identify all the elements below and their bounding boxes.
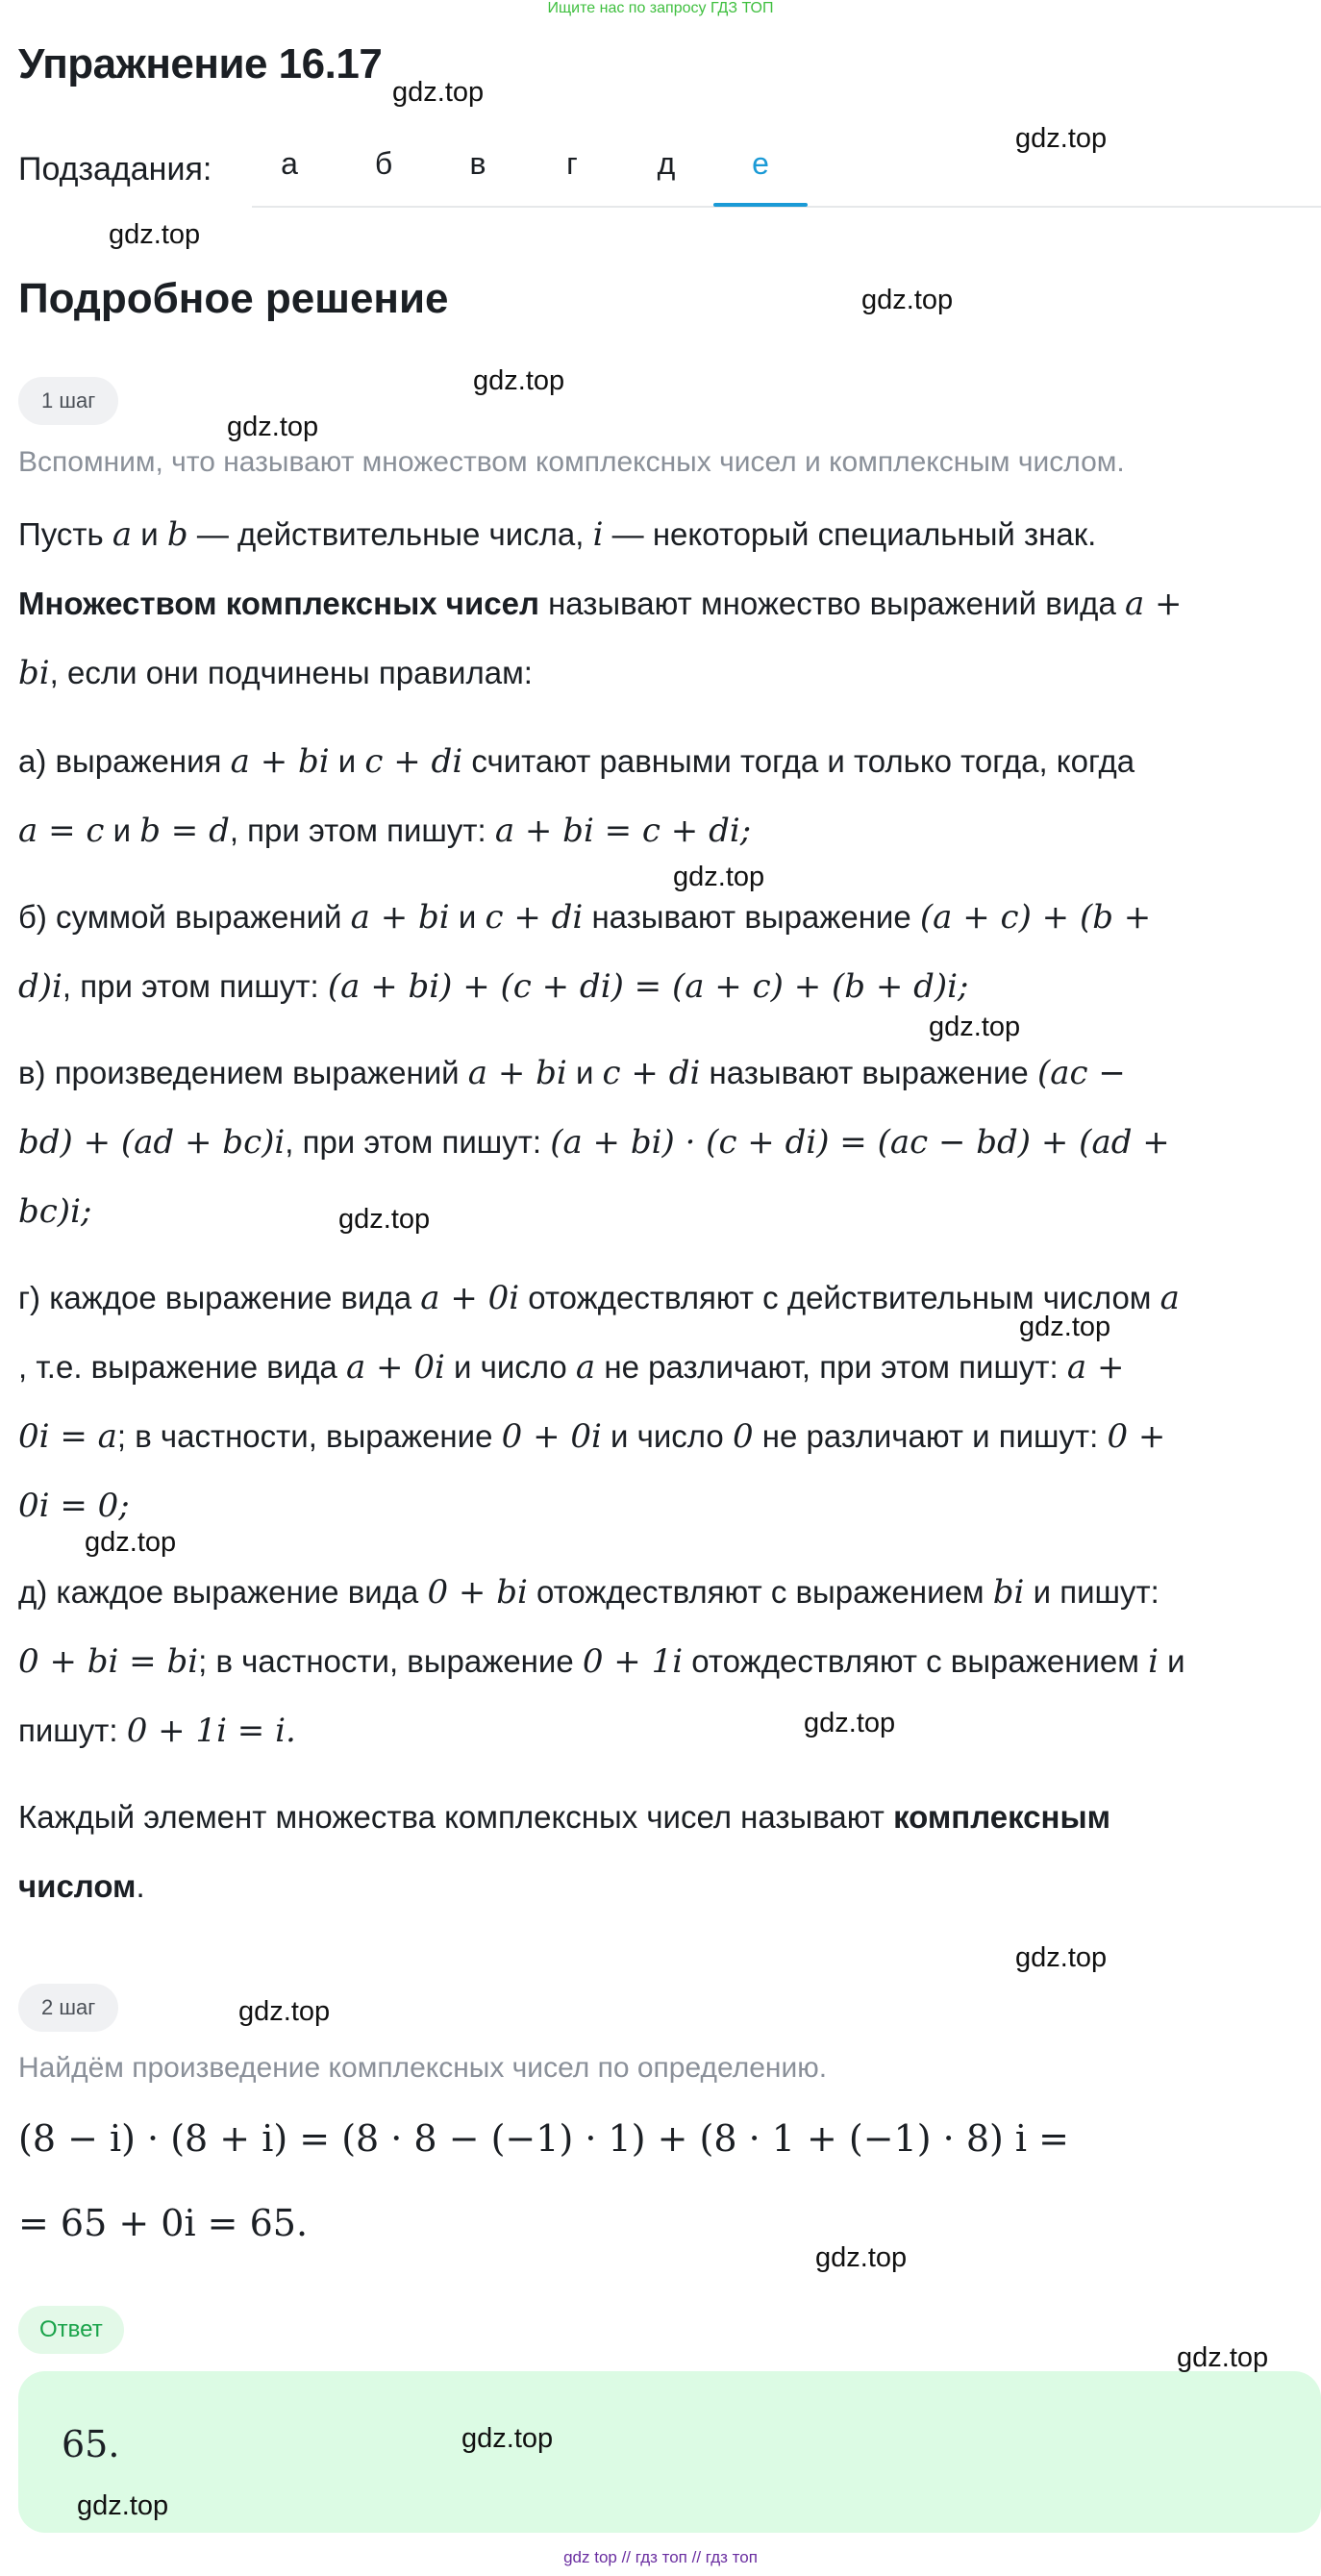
section-title: Подробное решение: [18, 275, 449, 322]
footer: gdz top // гдз топ // гдз топ: [563, 2548, 758, 2566]
watermark: gdz.top: [392, 77, 485, 108]
watermark: gdz.top: [804, 1708, 896, 1738]
rule-v-line-3: bc)i;: [18, 1192, 92, 1231]
subtasks-label: Подзадания:: [18, 151, 212, 188]
watermark: gdz.top: [1019, 1312, 1111, 1342]
tab-d[interactable]: д: [657, 146, 676, 181]
answer-badge: Ответ: [18, 2306, 124, 2354]
rule-g-line-4: 0i = 0;: [18, 1487, 130, 1525]
rule-d-line-3: пишут: 0 + 1i = i.: [18, 1712, 296, 1750]
rule-v-line-2: bd) + (ad + bc)i, при этом пишут: (a + bi) · (c + di) = (ac − bd) + (ad +: [18, 1123, 1170, 1162]
tab-v[interactable]: в: [469, 146, 486, 181]
rule-g-line-1: г) каждое выражение вида a + 0i отождествляют с действительным числом a: [18, 1279, 1180, 1317]
watermark: gdz.top: [227, 412, 319, 442]
watermark: gdz.top: [1177, 2342, 1269, 2373]
rule-d-line-2: 0 + bi = bi; в частности, выражение 0 + 1i отождествляют с выражением i и: [18, 1642, 1185, 1681]
answer-value: 65.: [62, 2423, 120, 2465]
watermark: gdz.top: [1015, 1942, 1108, 1973]
step-1-line-1: Пусть a и b — действительные числа, i — некоторый специальный знак.: [18, 515, 1097, 554]
final-line-2: числом.: [18, 1868, 145, 1904]
watermark: gdz.top: [109, 219, 201, 250]
watermark: gdz.top: [861, 285, 954, 315]
tab-a[interactable]: а: [281, 146, 298, 181]
watermark: gdz.top: [1015, 123, 1108, 154]
final-line-1: Каждый элемент множества комплексных чисел называют комплексным: [18, 1799, 1111, 1835]
rule-g-line-3: 0i = a; в частности, выражение 0 + 0i и число 0 не различают и пишут: 0 +: [18, 1417, 1166, 1456]
step-2-hint: Найдём произведение комплексных чисел по определению.: [18, 2052, 828, 2084]
page-title: Упражнение 16.17: [18, 40, 383, 88]
rule-b-line-1: б) суммой выражений a + bi и c + di называют выражение (a + c) + (b +: [18, 898, 1152, 937]
step-1-badge: 1 шаг: [18, 377, 118, 425]
step-2-equation-2: = 65 + 0i = 65.: [18, 2202, 309, 2244]
step-1-line-2: Множеством комплексных чисел называют множество выражений вида a +: [18, 585, 1183, 623]
answer-box: [18, 2371, 1321, 2533]
watermark: gdz.top: [929, 1012, 1021, 1042]
watermark: gdz.top: [338, 1204, 431, 1235]
watermark: gdz.top: [473, 365, 565, 396]
step-1-line-3: bi, если они подчинены правилам:: [18, 654, 533, 692]
tab-g[interactable]: г: [566, 146, 578, 181]
rule-a-line-1: а) выражения a + bi и c + di считают равными тогда и только тогда, когда: [18, 742, 1135, 781]
tab-b[interactable]: б: [374, 146, 393, 181]
watermark: gdz.top: [673, 862, 765, 892]
rule-g-line-2: , т.е. выражение вида a + 0i и число a не различают, при этом пишут: a +: [18, 1348, 1125, 1387]
watermark: gdz.top: [85, 1527, 177, 1558]
step-2-equation-1: (8 − i) · (8 + i) = (8 · 8 − (−1) · 1) + (8 · 1 + (−1) · 8) i =: [18, 2117, 1069, 2160]
rule-b-line-2: d)i, при этом пишут: (a + bi) + (c + di) = (a + c) + (b + d)i;: [18, 967, 969, 1006]
rule-d-line-1: д) каждое выражение вида 0 + bi отождествляют с выражением bi и пишут:: [18, 1573, 1159, 1612]
watermark: gdz.top: [77, 2490, 169, 2521]
watermark: gdz.top: [461, 2423, 554, 2454]
watermark: gdz.top: [238, 1996, 331, 2027]
step-2-badge: 2 шаг: [18, 1984, 118, 2032]
tab-e[interactable]: е: [713, 146, 808, 204]
rule-v-line-1: в) произведением выражений a + bi и c + di называют выражение (ac −: [18, 1054, 1126, 1092]
step-1-hint: Вспомним, что называют множеством комплексных чисел и комплексным числом.: [18, 446, 1125, 478]
rule-a-line-2: a = c и b = d, при этом пишут: a + bi = c + di;: [18, 812, 752, 850]
watermark: gdz.top: [815, 2242, 908, 2273]
top-banner: Ищите нас по запросу ГДЗ ТОП: [547, 0, 774, 16]
